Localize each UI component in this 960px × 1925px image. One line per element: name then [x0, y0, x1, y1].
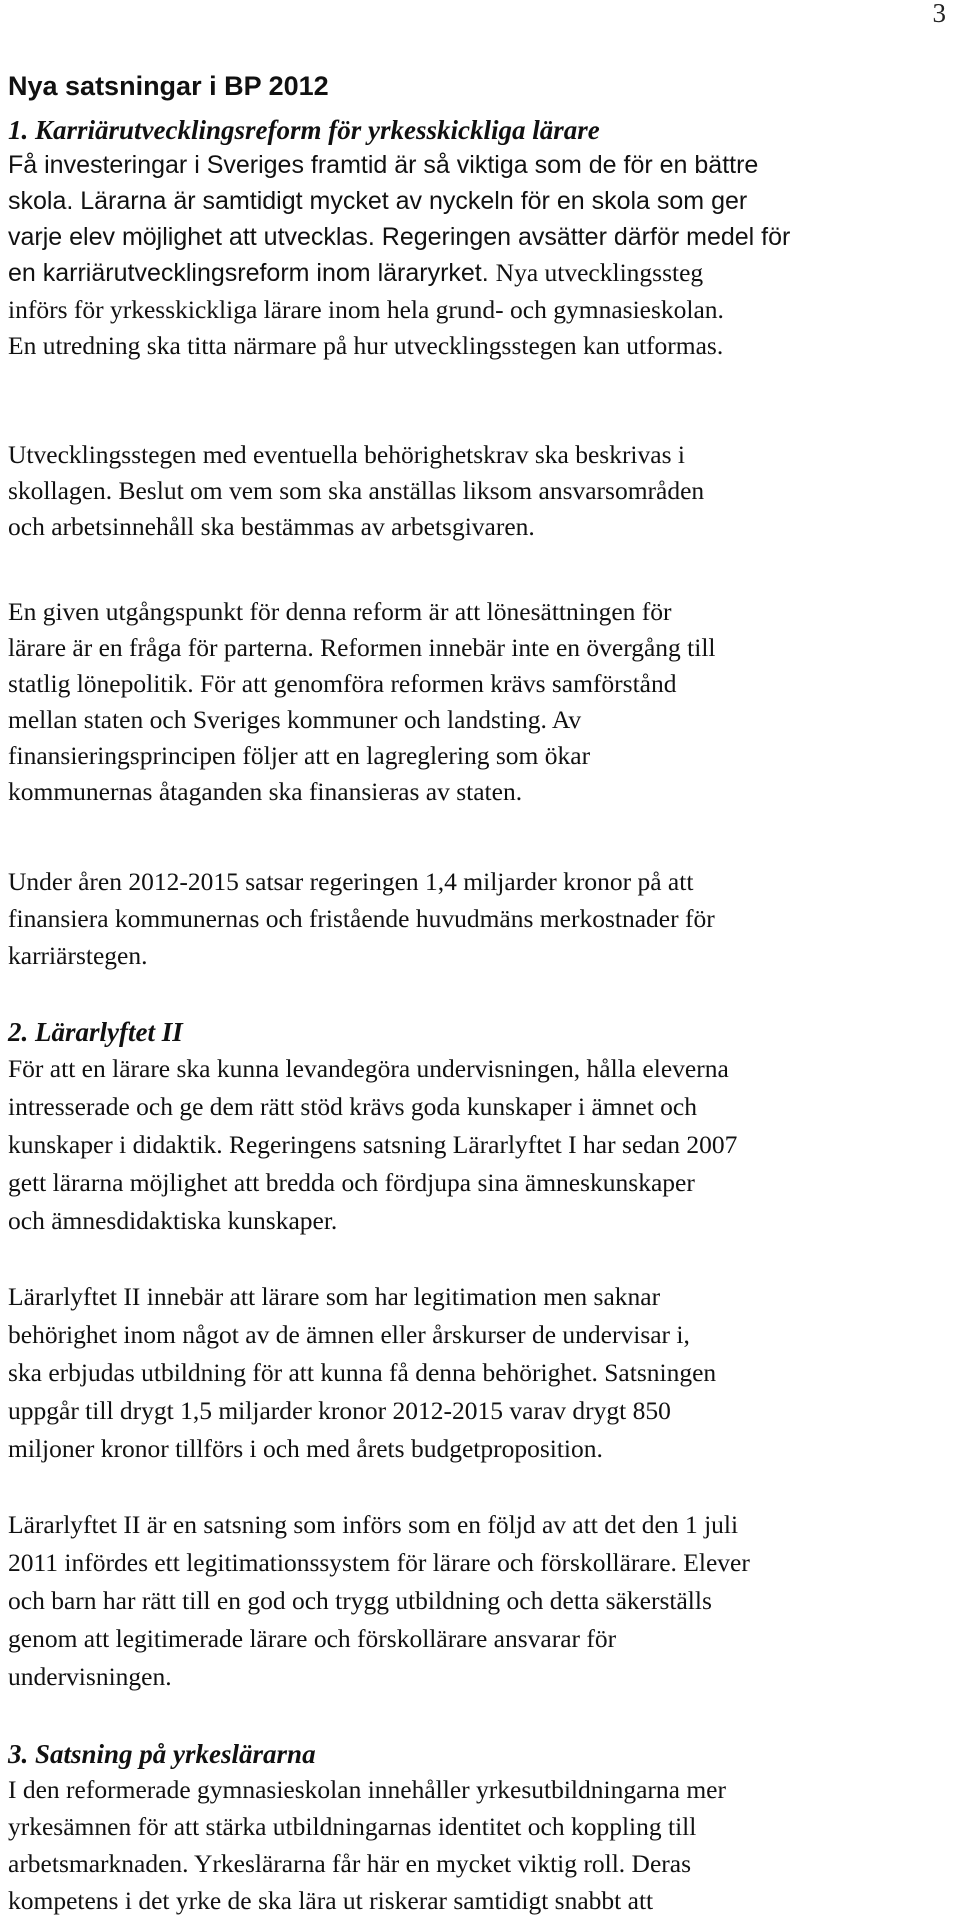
section-1-heading: 1. Karriärutvecklingsreform för yrkesskickliga lärare [8, 115, 600, 145]
text-line: skollagen. Beslut om vem som ska anställas liksom ansvarsområden [8, 476, 705, 505]
text-line: kommunernas åtaganden ska finansieras av staten. [8, 777, 523, 806]
section-3-heading: 3. Satsning på yrkeslärarna [8, 1739, 316, 1769]
text-line: Lärarlyftet II innebär att lärare som har legitimation men saknar [8, 1282, 661, 1311]
text-line: 2011 infördes ett legitimationssystem för lärare och förskollärare. Elever [8, 1548, 750, 1577]
text-line: och ämnesdidaktiska kunskaper. [8, 1206, 338, 1235]
text-line: undervisningen. [8, 1662, 172, 1691]
text-line: kompetens i det yrke de ska lära ut riskerar samtidigt snabbt att [8, 1886, 654, 1915]
text-line: statlig lönepolitik. För att genomföra reformen krävs samförstånd [8, 669, 677, 698]
text-line: karriärstegen. [8, 941, 148, 970]
text-line: lärare är en fråga för parterna. Reformen innebär inte en övergång till [8, 633, 716, 662]
text-line: mellan staten och Sveriges kommuner och landsting. Av [8, 705, 582, 734]
text-line: och arbetsinnehåll ska bestämmas av arbetsgivaren. [8, 512, 535, 541]
section-1-paragraph-1-continued [8, 292, 724, 364]
text-line: En given utgångspunkt för denna reform är att lönesättningen för [8, 597, 672, 626]
section-1-paragraph-2 [8, 437, 704, 545]
section-2-paragraph-3 [8, 1506, 750, 1696]
text-line: gett lärarna möjlighet att bredda och fördjupa sina ämneskunskaper [8, 1168, 695, 1197]
text-line: miljoner kronor tillförs i och med årets budgetproposition. [8, 1434, 603, 1463]
text-line: uppgår till drygt 1,5 miljarder kronor 2012-2015 varav drygt 850 [8, 1396, 671, 1425]
section-2-paragraph-2 [8, 1278, 716, 1468]
text-line: Under åren 2012-2015 satsar regeringen 1,4 miljarder kronor på att [8, 867, 694, 896]
document-title: Nya satsningar i BP 2012 [8, 71, 329, 101]
text-line: I den reformerade gymnasieskolan innehåller yrkesutbildningarna mer [8, 1775, 726, 1804]
page-number: 3 [932, 0, 946, 28]
text-line: intresserade och ge dem rätt stöd krävs goda kunskaper i ämnet och [8, 1092, 697, 1121]
text-fragment: en karriärutvecklingsreform inom läraryrket. [8, 259, 489, 287]
text-line: och barn har rätt till en god och trygg utbildning och detta säkerställs [8, 1586, 712, 1615]
section-1-paragraph-1 [8, 147, 790, 291]
text-line: genom att legitimerade lärare och förskollärare ansvarar för [8, 1624, 617, 1653]
text-line: varje elev möjlighet att utvecklas. Regeringen avsätter därför medel för [8, 223, 791, 251]
text-line: För att en lärare ska kunna levandegöra undervisningen, hålla eleverna [8, 1054, 729, 1083]
text-line: införs för yrkesskickliga lärare inom hela grund- och gymnasieskolan. [8, 295, 724, 324]
section-3-paragraph-1 [8, 1771, 726, 1919]
text-line: yrkesämnen för att stärka utbildningarnas identitet och koppling till [8, 1812, 697, 1841]
text-line: ska erbjudas utbildning för att kunna få denna behörighet. Satsningen [8, 1358, 717, 1387]
section-1-paragraph-3 [8, 594, 716, 810]
text-line: Lärarlyftet II är en satsning som införs som en följd av att det den 1 juli [8, 1510, 739, 1539]
text-line: finansiera kommunernas och fristående huvudmäns merkostnader för [8, 904, 715, 933]
text-line: Utvecklingsstegen med eventuella behörighetskrav ska beskrivas i [8, 440, 685, 469]
text-line: kunskaper i didaktik. Regeringens satsning Lärarlyftet I har sedan 2007 [8, 1130, 738, 1159]
text-line: finansieringsprincipen följer att en lagreglering som ökar [8, 741, 591, 770]
text-line [8, 255, 790, 291]
text-line: Få investeringar i Sveriges framtid är så viktiga som de för en bättre [8, 151, 759, 179]
text-line: skola. Lärarna är samtidigt mycket av nyckeln för en skola som ger [8, 187, 748, 215]
section-2-heading: 2. Lärarlyftet II [8, 1017, 183, 1047]
text-line: En utredning ska titta närmare på hur utvecklingsstegen kan utformas. [8, 331, 724, 360]
text-line: behörighet inom något av de ämnen eller årskurser de undervisar i, [8, 1320, 690, 1349]
text-line: arbetsmarknaden. Yrkeslärarna får här en mycket viktig roll. Deras [8, 1849, 692, 1878]
text-fragment: Nya utvecklingssteg [495, 258, 704, 287]
section-2-paragraph-1 [8, 1050, 737, 1240]
section-1-paragraph-4 [8, 863, 715, 974]
